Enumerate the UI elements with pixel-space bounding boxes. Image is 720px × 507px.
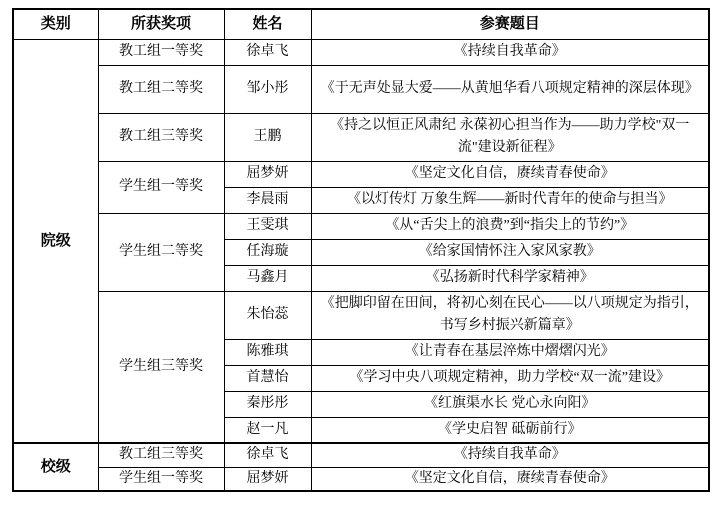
name-cell: 秦彤彤 bbox=[224, 391, 311, 417]
topic-cell: 《给家国情怀注入家风家教》 bbox=[311, 239, 709, 265]
category-cell-xiaoji: 校级 bbox=[13, 443, 98, 491]
table-row bbox=[13, 161, 709, 187]
table-row bbox=[13, 443, 709, 467]
topic-cell: 《坚定文化自信，赓续青春使命》 bbox=[311, 161, 709, 187]
table-row bbox=[13, 467, 709, 491]
name-cell: 首慧怡 bbox=[224, 365, 311, 391]
name-cell: 徐卓飞 bbox=[224, 39, 311, 65]
award-cell: 学生组一等奖 bbox=[98, 161, 224, 213]
name-cell: 徐卓飞 bbox=[224, 443, 311, 467]
name-cell: 邹小彤 bbox=[224, 65, 311, 113]
award-cell: 学生组二等奖 bbox=[98, 213, 224, 291]
topic-cell: 《红旗渠水长 党心永向阳》 bbox=[311, 391, 709, 417]
topic-cell: 《持续自我革命》 bbox=[311, 39, 709, 65]
header-cell-topic: 参赛题目 bbox=[311, 9, 709, 39]
name-cell: 赵一凡 bbox=[224, 417, 311, 443]
header-cell-award: 所获奖项 bbox=[98, 9, 224, 39]
topic-cell: 《从“舌尖上的浪费”到“指尖上的节约”》 bbox=[311, 213, 709, 239]
topic-cell: 《弘扬新时代科学家精神》 bbox=[311, 265, 709, 291]
name-cell: 屈梦妍 bbox=[224, 467, 311, 491]
name-cell: 屈梦妍 bbox=[224, 161, 311, 187]
topic-cell: 《持续自我革命》 bbox=[311, 443, 709, 467]
awards-table bbox=[12, 8, 710, 492]
topic-cell: 《持之以恒正风肃纪 永葆初心担当作为——助力学校"双一流"建设新征程》 bbox=[311, 113, 709, 161]
topic-cell: 《学史启智 砥砺前行》 bbox=[311, 417, 709, 443]
table-row bbox=[13, 113, 709, 161]
header-row bbox=[13, 9, 709, 39]
topic-cell: 《以灯传灯 万象生辉——新时代青年的使命与担当》 bbox=[311, 187, 709, 213]
name-cell: 李晨雨 bbox=[224, 187, 311, 213]
name-cell: 王鹏 bbox=[224, 113, 311, 161]
award-cell: 教工组三等奖 bbox=[98, 443, 224, 467]
topic-cell: 《让青春在基层淬炼中熠熠闪光》 bbox=[311, 339, 709, 365]
award-cell: 教工组三等奖 bbox=[98, 113, 224, 161]
topic-cell: 《于无声处显大爱——从黄旭华看八项规定精神的深层体现》 bbox=[311, 65, 709, 113]
award-cell: 学生组三等奖 bbox=[98, 291, 224, 443]
award-cell: 教工组一等奖 bbox=[98, 39, 224, 65]
topic-cell: 《学习中央八项规定精神，助力学校“双一流”建设》 bbox=[311, 365, 709, 391]
table-row bbox=[13, 65, 709, 113]
name-cell: 任海璇 bbox=[224, 239, 311, 265]
award-cell: 教工组二等奖 bbox=[98, 65, 224, 113]
table-row bbox=[13, 213, 709, 239]
table-row bbox=[13, 39, 709, 65]
topic-cell: 《坚定文化自信，赓续青春使命》 bbox=[311, 467, 709, 491]
name-cell: 马鑫月 bbox=[224, 265, 311, 291]
category-cell-yuanji: 院级 bbox=[13, 39, 98, 443]
name-cell: 陈雅琪 bbox=[224, 339, 311, 365]
header-cell-category: 类别 bbox=[13, 9, 98, 39]
name-cell: 王雯琪 bbox=[224, 213, 311, 239]
table-row bbox=[13, 291, 709, 339]
topic-cell: 《把脚印留在田间，将初心刻在民心——以八项规定为指引，书写乡村振兴新篇章》 bbox=[311, 291, 709, 339]
name-cell: 朱怡蕊 bbox=[224, 291, 311, 339]
header-cell-name: 姓名 bbox=[224, 9, 311, 39]
award-cell: 学生组一等奖 bbox=[98, 467, 224, 491]
